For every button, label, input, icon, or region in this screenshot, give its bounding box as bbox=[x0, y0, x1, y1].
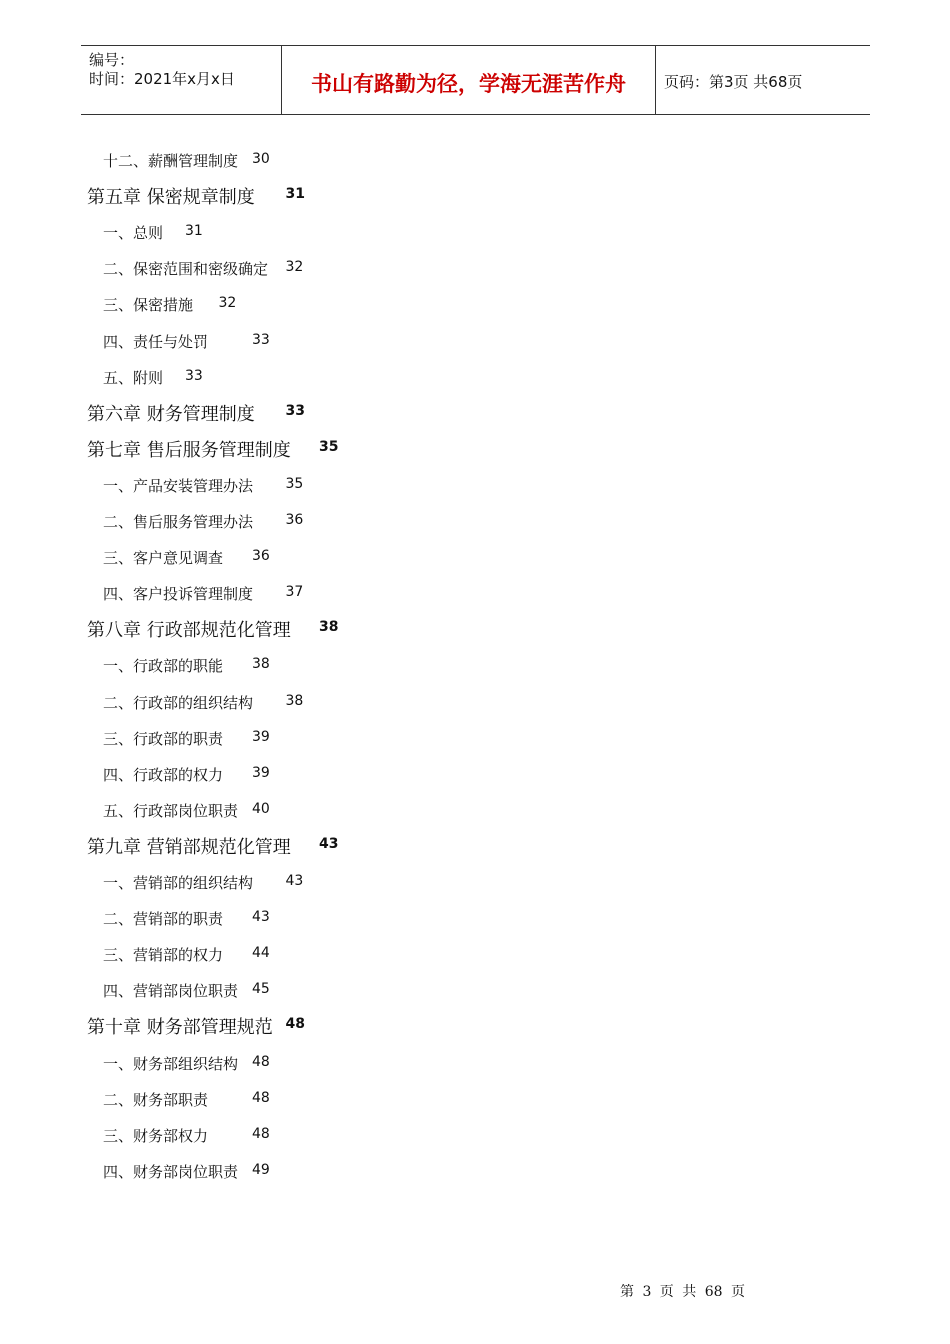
toc-entry-page-number: 32 bbox=[285, 259, 304, 276]
toc-entry-page-number: 36 bbox=[252, 548, 270, 565]
toc-entry-page-number: 32 bbox=[218, 295, 237, 312]
toc-entry-title: 十二、薪酬管理制度 bbox=[103, 152, 239, 170]
toc-entry-page-number: 48 bbox=[285, 1016, 305, 1033]
page-footer: 第 3 页 共 68 页 bbox=[620, 1284, 745, 1300]
toc-section-entry[interactable] bbox=[103, 655, 270, 676]
toc-entry-page-number: 43 bbox=[252, 909, 270, 926]
toc-section-entry[interactable] bbox=[103, 728, 270, 749]
toc-section-entry[interactable] bbox=[103, 692, 304, 713]
toc-section-entry[interactable] bbox=[103, 1089, 270, 1110]
toc-entry-page-number: 38 bbox=[252, 656, 270, 673]
toc-entry-page-number: 30 bbox=[252, 151, 270, 167]
toc-entry-page-number: 40 bbox=[252, 800, 270, 817]
toc-entry-page-number: 49 bbox=[252, 1161, 270, 1178]
toc-entry-title: 三、行政部的职责 bbox=[103, 729, 224, 748]
toc-entry-title: 四、责任与处罚 bbox=[103, 332, 209, 351]
toc-chapter-entry[interactable] bbox=[87, 1013, 305, 1039]
toc-section-entry[interactable] bbox=[103, 1125, 270, 1146]
toc-entry-page-number: 35 bbox=[285, 475, 304, 492]
toc-entry-page-number: 39 bbox=[252, 764, 270, 781]
toc-entry-page-number: 38 bbox=[319, 619, 339, 636]
toc-section-entry[interactable] bbox=[103, 150, 270, 171]
toc-entry-page-number: 44 bbox=[252, 945, 270, 962]
toc-entry-title: 第七章 售后服务管理制度 bbox=[87, 439, 291, 461]
toc-entry-title: 四、营销部岗位职责 bbox=[103, 982, 239, 1001]
header-motto: 书山有路勤为径，学海无涯苦作舟 bbox=[311, 71, 626, 96]
toc-entry-title: 五、附则 bbox=[103, 368, 164, 387]
toc-section-entry[interactable] bbox=[103, 331, 270, 352]
toc-entry-title: 第十章 财务部管理规范 bbox=[87, 1017, 273, 1039]
toc-chapter-entry[interactable] bbox=[87, 833, 339, 859]
toc-entry-page-number: 48 bbox=[252, 1053, 270, 1070]
toc-entry-title: 一、财务部组织结构 bbox=[103, 1054, 239, 1073]
toc-entry-page-number: 33 bbox=[285, 402, 305, 419]
toc-entry-page-number: 48 bbox=[252, 1089, 270, 1106]
toc-chapter-entry[interactable] bbox=[87, 616, 339, 642]
toc-entry-title: 一、产品安装管理办法 bbox=[103, 476, 254, 495]
toc-section-entry[interactable] bbox=[103, 258, 304, 279]
toc-entry-page-number: 33 bbox=[252, 331, 270, 348]
toc-section-entry[interactable] bbox=[103, 872, 304, 893]
toc-entry-title: 二、行政部的组织结构 bbox=[103, 693, 254, 712]
toc-entry-page-number: 43 bbox=[285, 873, 304, 889]
toc-entry-page-number: 31 bbox=[285, 186, 305, 203]
toc-section-entry[interactable] bbox=[103, 222, 203, 243]
toc-chapter-entry[interactable] bbox=[87, 400, 305, 426]
toc-entry-page-number: 36 bbox=[285, 512, 304, 528]
toc-section-entry[interactable] bbox=[103, 475, 304, 496]
toc-section-entry[interactable] bbox=[103, 908, 270, 929]
toc-entry-title: 二、营销部的职责 bbox=[103, 910, 224, 929]
toc-entry-title: 第五章 保密规章制度 bbox=[87, 187, 255, 209]
header-meta-cell bbox=[81, 46, 281, 114]
toc-entry-title: 四、客户投诉管理制度 bbox=[103, 585, 254, 604]
header-page-cell bbox=[655, 46, 870, 114]
toc-entry-page-number: 39 bbox=[252, 728, 270, 745]
toc-chapter-entry[interactable] bbox=[87, 183, 305, 209]
toc-section-entry[interactable] bbox=[103, 980, 270, 1001]
toc-entry-title: 一、营销部的组织结构 bbox=[103, 874, 254, 892]
header-motto-cell bbox=[281, 46, 656, 114]
toc-entry-page-number: 38 bbox=[285, 692, 304, 709]
toc-entry-title: 二、售后服务管理办法 bbox=[103, 513, 254, 531]
toc-section-entry[interactable] bbox=[103, 547, 270, 568]
toc-entry-title: 三、营销部的权力 bbox=[103, 946, 224, 965]
toc-entry-title: 一、行政部的职能 bbox=[103, 657, 224, 676]
toc-entry-title: 三、财务部权力 bbox=[103, 1126, 209, 1145]
toc-entry-title: 第九章 营销部规范化管理 bbox=[87, 836, 291, 858]
toc-entry-page-number: 45 bbox=[252, 981, 270, 998]
toc-entry-title: 二、保密范围和密级确定 bbox=[103, 260, 269, 279]
toc-entry-page-number: 37 bbox=[285, 584, 304, 601]
toc-entry-title: 四、行政部的权力 bbox=[103, 765, 224, 784]
toc-entry-page-number: 43 bbox=[319, 835, 339, 852]
document-number-label: 编号： bbox=[89, 51, 135, 69]
header-page-info: 页码：第3页 共68页 bbox=[664, 73, 803, 91]
toc-entry-page-number: 35 bbox=[319, 438, 339, 455]
page-header bbox=[81, 45, 870, 115]
toc-entry-page-number: 48 bbox=[252, 1125, 270, 1142]
toc-section-entry[interactable] bbox=[103, 764, 270, 785]
toc-entry-title: 三、客户意见调查 bbox=[103, 549, 224, 568]
toc-section-entry[interactable] bbox=[103, 583, 304, 604]
toc-section-entry[interactable] bbox=[103, 511, 304, 532]
toc-entry-title: 第六章 财务管理制度 bbox=[87, 403, 255, 425]
toc-chapter-entry[interactable] bbox=[87, 436, 339, 462]
toc-section-entry[interactable] bbox=[103, 367, 203, 388]
toc-section-entry[interactable] bbox=[103, 1053, 270, 1074]
toc-entry-title: 一、总则 bbox=[103, 224, 164, 243]
toc-section-entry[interactable] bbox=[103, 800, 270, 821]
toc-section-entry[interactable] bbox=[103, 944, 270, 965]
toc-entry-page-number: 31 bbox=[185, 223, 203, 240]
document-time-label: 时间：2021年x月x日 bbox=[89, 70, 235, 88]
toc-entry-title: 五、行政部岗位职责 bbox=[103, 801, 239, 820]
toc-entry-page-number: 33 bbox=[185, 367, 203, 384]
toc-section-entry[interactable] bbox=[103, 294, 237, 315]
toc-entry-title: 二、财务部职责 bbox=[103, 1090, 209, 1109]
toc-section-entry[interactable] bbox=[103, 1161, 270, 1182]
toc-entry-title: 第八章 行政部规范化管理 bbox=[87, 620, 291, 642]
toc-entry-title: 三、保密措施 bbox=[103, 296, 194, 315]
toc-entry-title: 四、财务部岗位职责 bbox=[103, 1162, 239, 1181]
